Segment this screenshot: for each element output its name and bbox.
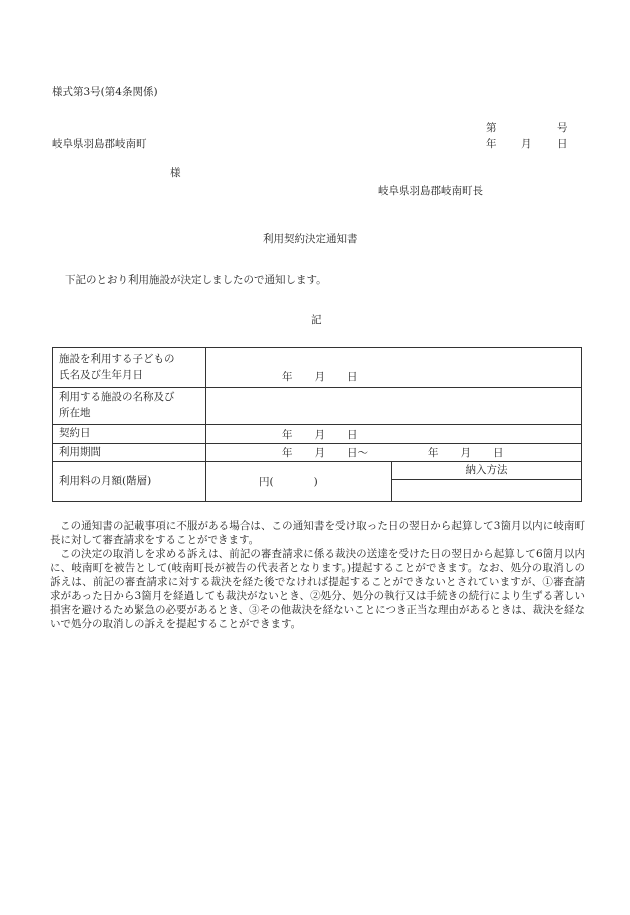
- contract-year: 年: [282, 428, 293, 441]
- fee-label: 利用料の月額(階層): [53, 462, 206, 502]
- recipient-town: 岐阜県羽島郡岐南町: [52, 138, 147, 150]
- facility-label-line1: 利用する施設の名称及び: [59, 391, 175, 404]
- doc-number-prefix: 第: [486, 122, 497, 134]
- honorific: 様: [170, 167, 181, 179]
- contract-date-label: 契約日: [53, 425, 206, 444]
- table-row: [53, 444, 582, 462]
- date-year: 年: [486, 138, 497, 150]
- contract-day: 日: [347, 428, 358, 441]
- table-row: [53, 348, 582, 388]
- period-end-month: 月: [460, 447, 471, 459]
- table-row: [53, 388, 582, 425]
- period-end-day: 日: [493, 447, 504, 459]
- period-start-month: 月: [314, 447, 325, 459]
- intro-text: 下記のとおり利用施設が決定しましたので通知します。: [65, 274, 327, 286]
- facility-label-line2: 所在地: [59, 407, 91, 419]
- table-row: [53, 462, 582, 502]
- period-start-year: 年: [282, 447, 293, 459]
- date-day: 日: [557, 138, 568, 150]
- child-label-line2: 氏名及び生年月日: [59, 368, 143, 381]
- issuer: 岐阜県羽島郡岐南町長: [378, 185, 483, 197]
- period-label: 利用期間: [53, 444, 206, 462]
- period-end-year: 年: [428, 447, 439, 459]
- document-title: 利用契約決定通知書: [263, 233, 358, 245]
- facility-cell: [206, 388, 582, 425]
- ki-heading: 記: [311, 314, 322, 326]
- period-cell: [206, 444, 582, 462]
- birth-month: 月: [314, 371, 325, 383]
- contract-month: 月: [314, 428, 325, 441]
- note-paragraph-1: この通知書の記載事項に不服がある場合は、この通知書を受け取った日の翌日から起算して3箇月以内に岐南町長に対して審査請求をすることができます。: [50, 520, 585, 546]
- birth-year: 年: [282, 371, 293, 383]
- payment-method-label: 納入方法: [392, 462, 581, 480]
- note-paragraph-2: この決定の取消しを求める訴えは、前記の審査請求に係る裁決の送達を受けた日の翌日から起算して6箇月以内に、岐南町を被告として(岐南町長が被告の代表者となります。)提起することができます。なお、処分の取消しの訴えは、前記の審査請求に対する裁決を経た後でなければ提起することができないとされていますが、①審査請求があった日から3箇月を経過しても裁決がないとき、②処分、処分の執行又は手続きの続行により生ずる著しい損害を避けるため緊急の必要があるとき、③その他裁決を経ないことにつき正当な理由があるときは、裁決を経ないで処分の取消しの訴えを提起することができます。: [50, 548, 585, 630]
- birthdate-cell: [206, 348, 582, 388]
- birth-day: 日: [347, 371, 358, 383]
- period-start-day: 日～: [347, 447, 368, 459]
- yen-open: 円(: [259, 476, 274, 488]
- form-number: 様式第3号(第4条関係): [52, 86, 158, 98]
- close-paren: ): [313, 476, 318, 488]
- doc-number-suffix: 号: [557, 122, 568, 134]
- payment-cell: [392, 462, 582, 502]
- child-label: [53, 348, 206, 388]
- fee-cell: [206, 462, 392, 502]
- contract-date-cell: [206, 425, 582, 444]
- facility-label: [53, 388, 206, 425]
- payment-method-value: [392, 480, 581, 501]
- notes: [50, 519, 585, 631]
- date-month: 月: [521, 138, 532, 150]
- child-label-line1: 施設を利用する子どもの: [59, 352, 175, 365]
- table-row: [53, 425, 582, 444]
- notice-table: [52, 347, 582, 502]
